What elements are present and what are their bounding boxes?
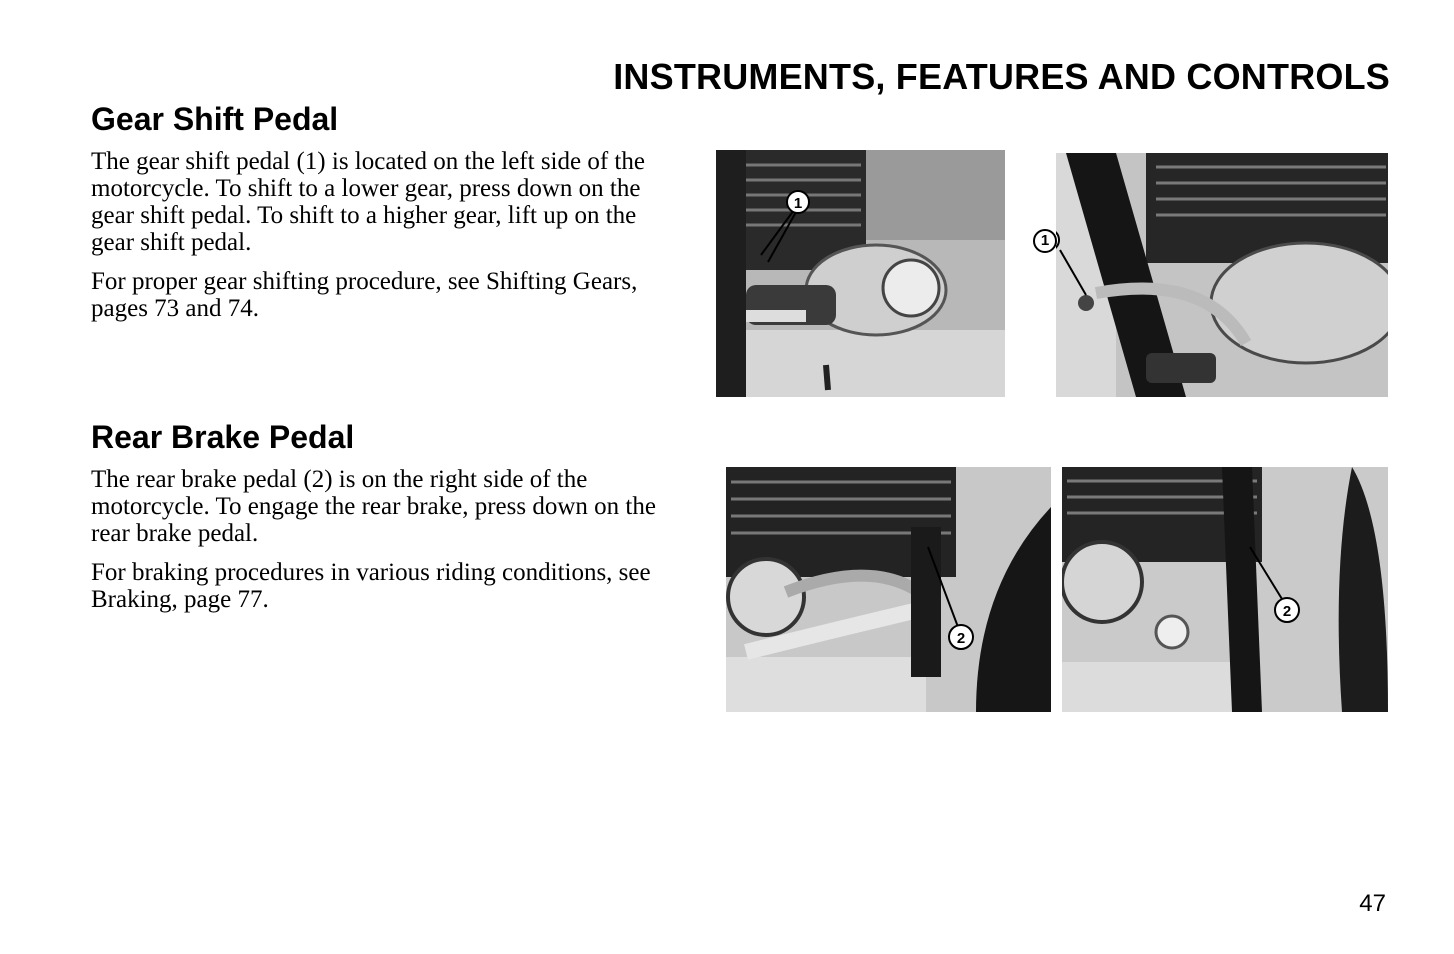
rear-brake-section — [91, 418, 661, 625]
callout-2-b: 2 — [1282, 603, 1292, 620]
chapter-title: INSTRUMENTS, FEATURES AND CONTROLS — [613, 56, 1390, 97]
gear-shift-paragraph-2: For proper gear shifting procedure, see Shifting Gears, pages 73 and 74. — [91, 268, 638, 322]
gear-shift-photo-2-image — [1056, 153, 1388, 397]
gear-shift-photo-2 — [1056, 153, 1388, 397]
callout-2-a: 2 — [956, 630, 966, 647]
rear-brake-photo-1 — [726, 467, 1051, 712]
rear-brake-photo-1-image — [726, 467, 1051, 712]
gear-shift-heading: Gear Shift Pedal — [91, 101, 339, 137]
rear-brake-paragraph-2: For braking procedures in various riding conditions, see Braking, page 77. — [91, 559, 651, 613]
gear-shift-photo-1-image — [716, 150, 1005, 397]
callout-1-b: 1 — [1033, 229, 1057, 253]
gear-shift-paragraph-1: The gear shift pedal (1) is located on the left side of the motorcycle. To shift to a lower gear, press down on the gear shift pedal. To shift to a higher gear, lift up on the gear shift pedal. — [91, 148, 645, 256]
gear-shift-section — [91, 100, 661, 334]
rear-brake-heading: Rear Brake Pedal — [91, 419, 355, 455]
rear-brake-photo-2-image — [1062, 467, 1388, 712]
gear-shift-photo-1 — [716, 150, 1005, 397]
rear-brake-photo-2 — [1062, 467, 1388, 712]
page-number: 47 — [1359, 890, 1386, 917]
callout-1-a: 1 — [793, 195, 803, 212]
rear-brake-paragraph-1: The rear brake pedal (2) is on the right side of the motorcycle. To engage the rear brake, press down on the rear brake pedal. — [91, 466, 656, 547]
